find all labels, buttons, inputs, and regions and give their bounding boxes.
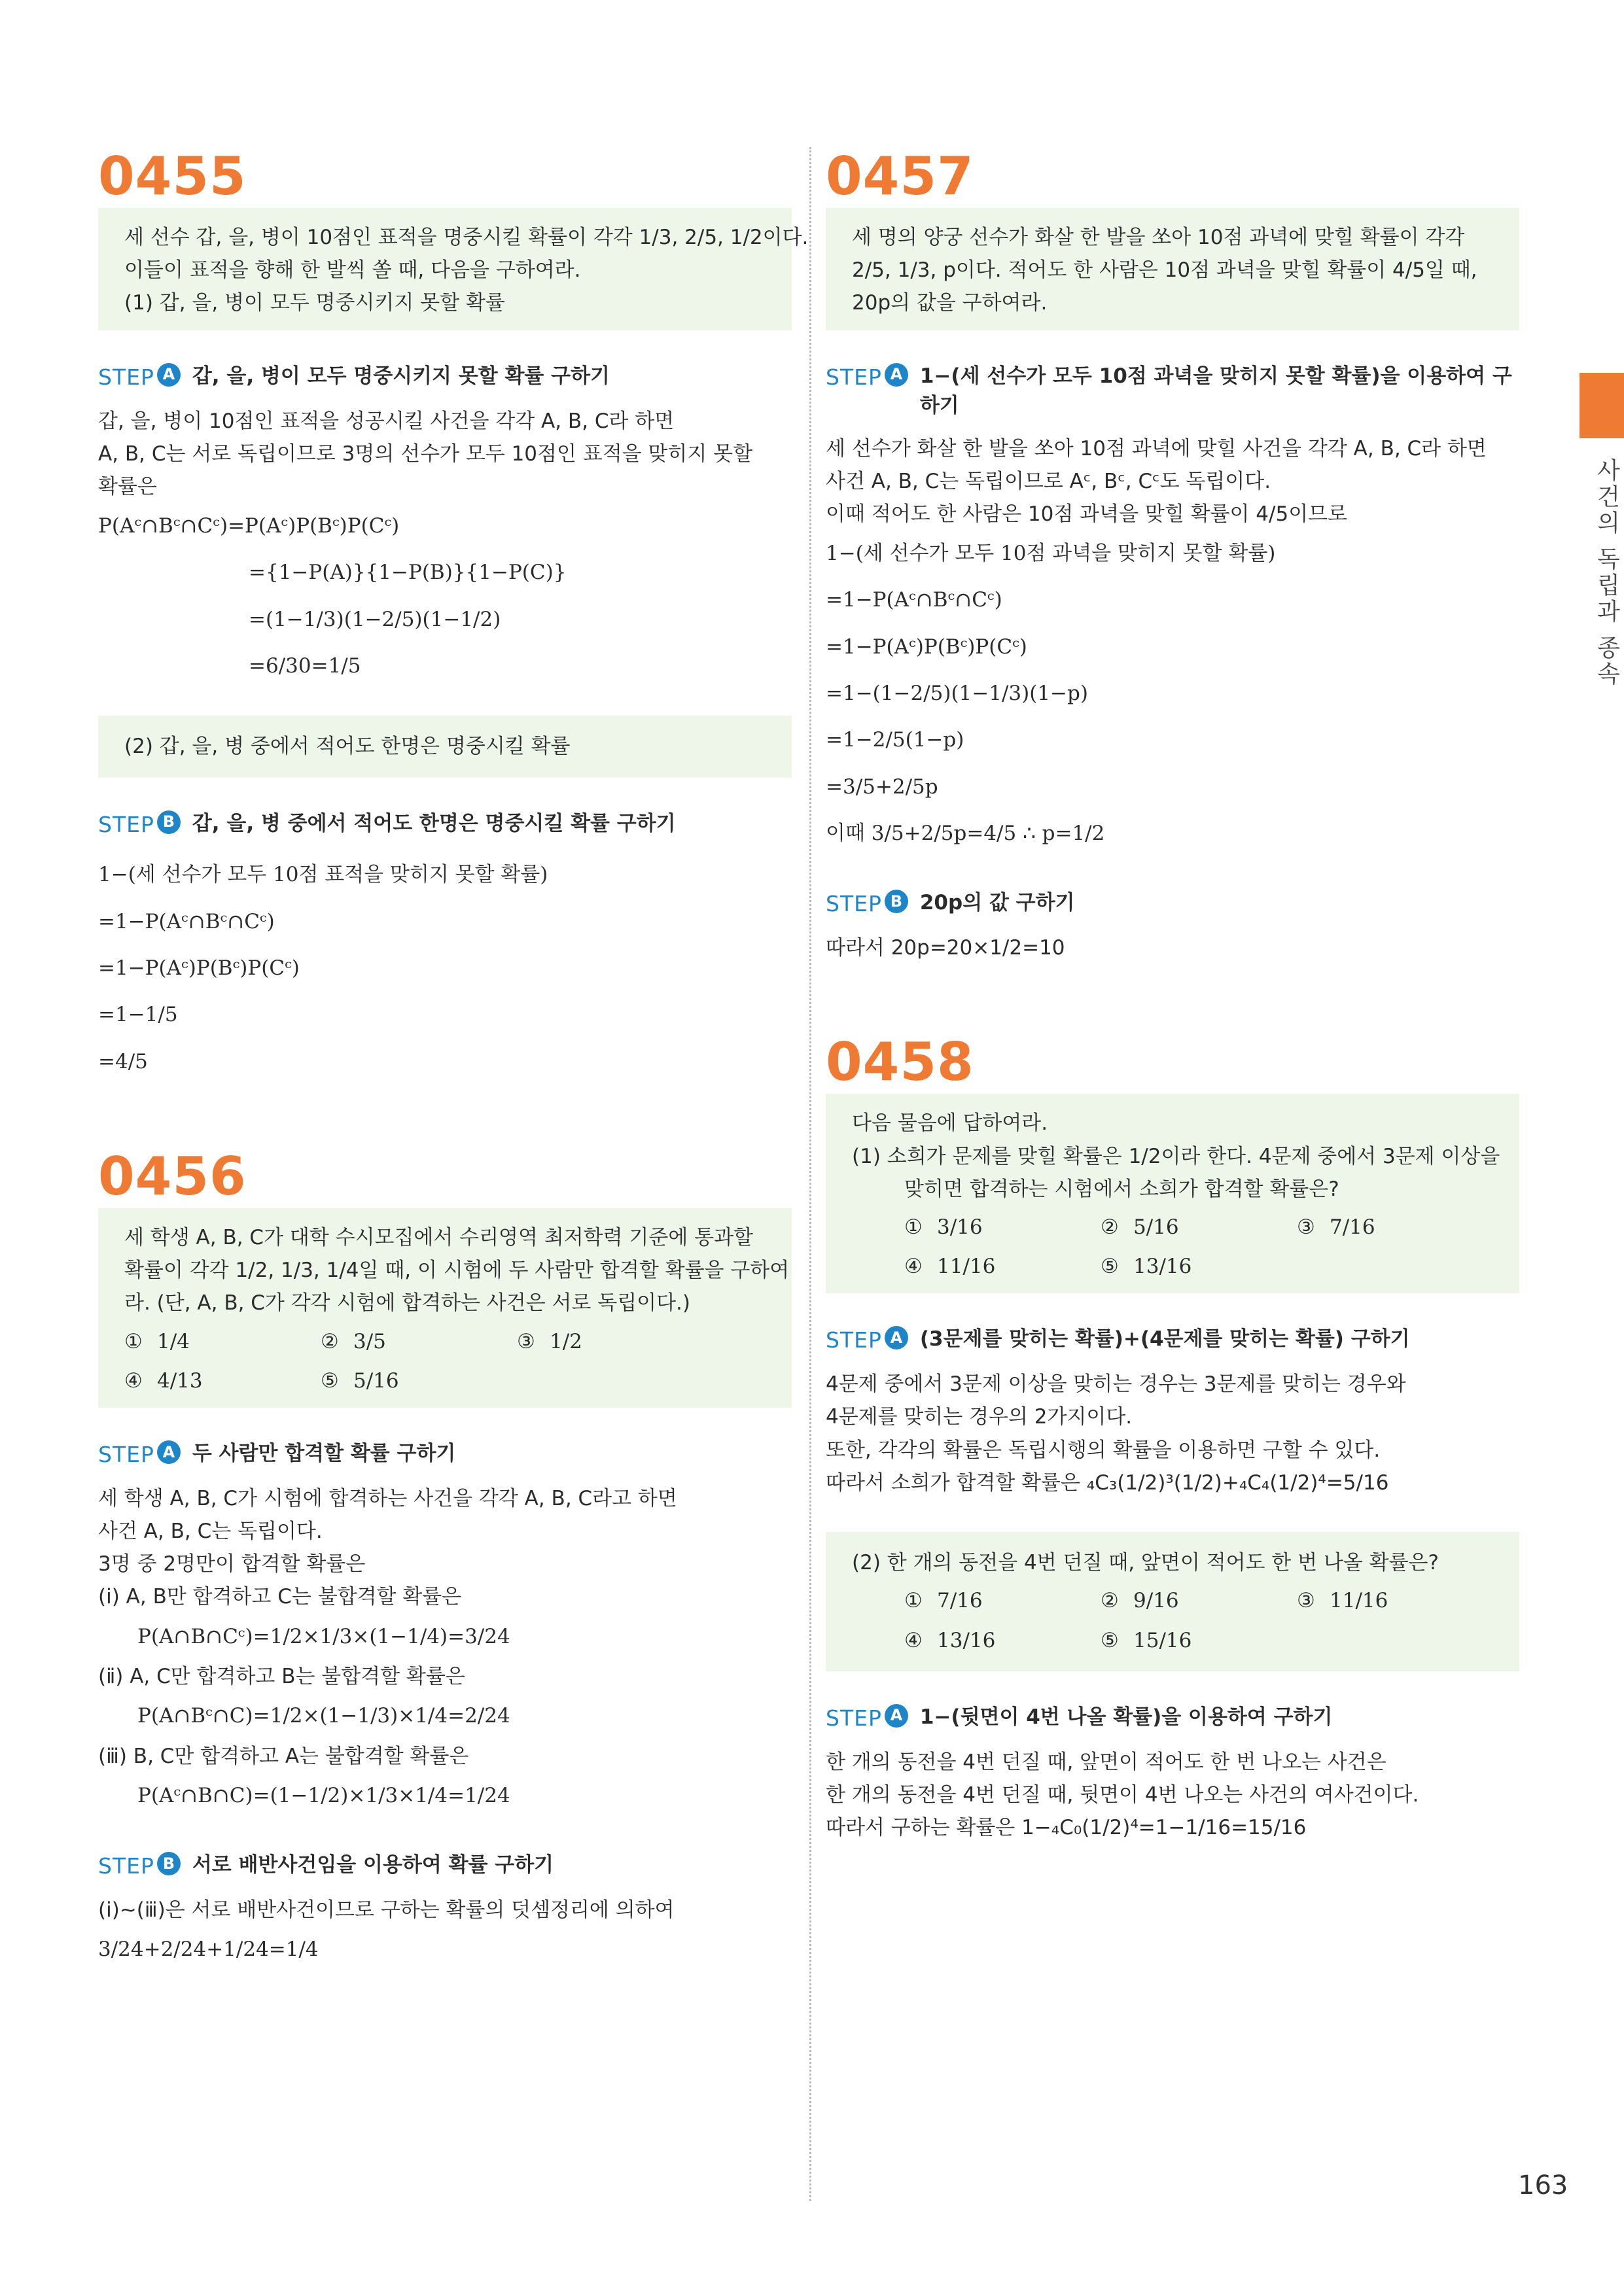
problem-number: 0457 <box>826 146 974 207</box>
step-badge: A <box>157 363 181 387</box>
step-badge: A <box>885 1704 908 1728</box>
answer-option: ⑤ 5/16 <box>321 1368 399 1393</box>
subquestion <box>98 716 792 777</box>
answer-option: ② 9/16 <box>1101 1589 1179 1613</box>
statement-line: 세 학생 A, B, C가 대학 수시모집에서 수리영역 최저학력 기준에 통과할 <box>124 1225 753 1249</box>
math-line: =1−2/5(1−p) <box>826 728 964 752</box>
column-divider <box>809 147 811 2201</box>
math-line: =1−1/5 <box>98 1003 178 1027</box>
problem-statement <box>98 208 809 330</box>
math-line: ={1−P(A)}{1−P(B)}{1−P(C)} <box>249 561 567 585</box>
step-header <box>826 362 1519 421</box>
statement-line: (1) 갑, 을, 병이 모두 명중시키지 못할 확률 <box>124 291 505 315</box>
math-line: =6/30=1/5 <box>249 654 361 678</box>
statement-line: 20p의 값을 구하여라. <box>852 291 1048 315</box>
problem-number: 0455 <box>98 146 247 207</box>
math-line: 이때 3/5+2/5p=4/5 ∴ p=1/2 <box>826 821 1105 845</box>
answer-option: ① 7/16 <box>904 1589 983 1613</box>
solution-line: 세 학생 A, B, C가 시험에 합격하는 사건을 각각 A, B, C라고 하면 <box>98 1486 677 1510</box>
step-label: STEP <box>826 1327 882 1353</box>
math-line: =1−P(Aᶜ)P(Bᶜ)P(Cᶜ) <box>98 956 300 980</box>
solution-line: 또한, 각각의 확률은 독립시행의 확률을 이용하면 구할 수 있다. <box>826 1438 1381 1462</box>
answer-options <box>852 1584 1502 1656</box>
page-number: 163 <box>1518 2170 1568 2200</box>
solution-text <box>826 432 1519 531</box>
answer-options <box>124 1325 775 1397</box>
problem-0455 <box>98 146 809 1085</box>
solution-line: 갑, 을, 병이 10점인 표적을 성공시킬 사건을 각각 A, B, C라 하면 <box>98 409 675 433</box>
math-line: 3/24+2/24+1/24=1/4 <box>98 1938 319 1962</box>
answer-option: ② 5/16 <box>1101 1215 1179 1239</box>
answer-option: ② 3/5 <box>321 1329 386 1353</box>
step-header <box>98 1439 792 1470</box>
answer-option: ③ 7/16 <box>1297 1215 1375 1239</box>
chapter-side-label: 사건의 독립과 종속 <box>1593 458 1620 687</box>
solution-line: 사건 A, B, C는 독립이다. <box>98 1520 323 1544</box>
solution-line: 한 개의 동전을 4번 던질 때, 뒷면이 4번 나오는 사건의 여사건이다. <box>826 1783 1419 1807</box>
answer-option: ① 3/16 <box>904 1215 983 1239</box>
answer-option: ① 1/4 <box>124 1329 190 1353</box>
math-line: =1−(1−2/5)(1−1/3)(1−p) <box>826 682 1088 706</box>
step-header <box>98 809 792 841</box>
problem-statement <box>826 1094 1519 1293</box>
step-label: STEP <box>98 1441 154 1467</box>
statement-line: 확률이 각각 1/2, 1/3, 1/4일 때, 이 시험에 두 사람만 합격할 확률을 구하여 <box>124 1259 790 1283</box>
solution-line: 따라서 소희가 합격할 확률은 ₄C₃(1/2)³(1/2)+₄C₄(1/2)⁴=5/16 <box>826 1470 1389 1495</box>
step-badge: A <box>885 363 908 387</box>
statement-line: (2) 한 개의 동전을 4번 던질 때, 앞면이 적어도 한 번 나올 확률은? <box>852 1551 1439 1575</box>
step-header <box>98 1851 792 1882</box>
chapter-tab <box>1580 373 1624 438</box>
solution-line: 따라서 20p=20×1/2=10 <box>826 936 1065 960</box>
step-title: 갑, 을, 병이 모두 명중시키지 못할 확률 구하기 <box>192 364 610 388</box>
step-title: 서로 배반사건임을 이용하여 확률 구하기 <box>192 1853 554 1877</box>
step-badge: A <box>157 1440 181 1464</box>
step-header <box>98 362 792 393</box>
solution-line: (ⅰ)~(ⅲ)은 서로 배반사건이므로 구하는 확률의 덧셈정리에 의하여 <box>98 1898 675 1922</box>
statement-line: 세 선수 갑, 을, 병이 10점인 표적을 명중시킬 확률이 각각 1/3, 2/5, 1/2이다. <box>124 226 809 249</box>
step-label: STEP <box>826 1705 882 1731</box>
problem-statement <box>826 208 1519 330</box>
answer-option: ③ 1/2 <box>517 1329 582 1353</box>
math-line: P(Aᶜ∩B∩C)=(1−1/2)×1/3×1/4=1/24 <box>137 1783 510 1807</box>
solution-line: 세 선수가 화살 한 발을 쏘아 10점 과녁에 맞힐 사건을 각각 A, B, C라 하면 <box>826 436 1487 461</box>
problem-number: 0458 <box>826 1032 974 1093</box>
solution-line: 따라서 구하는 확률은 1−₄C₀(1/2)⁴=1−1/16=15/16 <box>826 1816 1307 1840</box>
step-badge: B <box>157 810 181 834</box>
solution-line: (ⅱ) A, C만 합격하고 B는 불합격할 확률은 <box>98 1665 465 1688</box>
solution-line: (ⅰ) A, B만 합격하고 C는 불합격할 확률은 <box>98 1585 462 1609</box>
statement-line: 세 명의 양궁 선수가 화살 한 발을 쏘아 10점 과녁에 맞힐 확률이 각각 <box>852 226 1465 249</box>
solution-line: 4문제 중에서 3문제 이상을 맞히는 경우는 3문제를 맞히는 경우와 <box>826 1372 1406 1397</box>
problem-statement <box>98 1208 792 1408</box>
solution-line: 확률은 <box>98 474 157 498</box>
math-line: P(A∩B∩Cᶜ)=1/2×1/3×(1−1/4)=3/24 <box>137 1624 510 1648</box>
statement-line: 라. (단, A, B, C가 각각 시험에 합격하는 사건은 서로 독립이다.) <box>124 1291 690 1315</box>
step-title: (3문제를 맞히는 확률)+(4문제를 맞히는 확률) 구하기 <box>919 1327 1410 1351</box>
step-title: 갑, 을, 병 중에서 적어도 한명은 명중시킬 확률 구하기 <box>192 811 676 835</box>
statement-line: (2) 갑, 을, 병 중에서 적어도 한명은 명중시킬 확률 <box>124 735 571 759</box>
answer-option: ④ 4/13 <box>124 1368 203 1393</box>
solution-line: 4문제를 맞히는 경우의 2가지이다. <box>826 1405 1133 1429</box>
problem-0457 <box>826 146 1519 964</box>
solution-line: (ⅲ) B, C만 합격하고 A는 불합격할 확률은 <box>98 1744 469 1768</box>
step-title: 20p의 값 구하기 <box>919 891 1075 915</box>
step-label: STEP <box>98 1853 154 1879</box>
solution-line: 사건 A, B, C는 독립이므로 Aᶜ, Bᶜ, Cᶜ도 독립이다. <box>826 469 1271 493</box>
math-line: =3/5+2/5p <box>826 774 938 799</box>
answer-option: ⑤ 13/16 <box>1101 1255 1192 1279</box>
answer-option: ④ 13/16 <box>904 1628 996 1652</box>
solution-text <box>98 1482 792 1614</box>
problem-number: 0456 <box>98 1145 247 1207</box>
step-header <box>826 888 1519 920</box>
math-line: 1−(세 선수가 모두 10점 표적을 맞히지 못할 확률) <box>98 863 548 887</box>
math-line: =4/5 <box>98 1049 148 1073</box>
subquestion <box>826 1532 1519 1671</box>
step-label: STEP <box>826 364 882 390</box>
math-line: =(1−1/3)(1−2/5)(1−1/2) <box>249 607 501 631</box>
solution-line: 한 개의 동전을 4번 던질 때, 앞면이 적어도 한 번 나오는 사건은 <box>826 1750 1386 1774</box>
math-line: =1−P(Aᶜ)P(Bᶜ)P(Cᶜ) <box>826 635 1027 659</box>
math-line: =1−P(Aᶜ∩Bᶜ∩Cᶜ) <box>826 588 1002 612</box>
statement-line: (1) 소희가 문제를 맞힐 확률은 1/2이라 한다. 4문제 중에서 3문제 이상을 <box>852 1144 1500 1168</box>
step-header <box>826 1325 1519 1356</box>
solution-text <box>826 1368 1519 1499</box>
problem-0456 <box>98 1145 792 1974</box>
solution-line: 이때 적어도 한 사람은 10점 과녁을 맞힐 확률이 4/5이므로 <box>826 502 1348 526</box>
math-line: 1−(세 선수가 모두 10점 과녁을 맞히지 못할 확률) <box>826 542 1276 566</box>
step-title: 두 사람만 합격할 확률 구하기 <box>192 1441 456 1465</box>
step-badge: B <box>885 890 908 913</box>
answer-option: ④ 11/16 <box>904 1255 996 1279</box>
statement-line: 이들이 표적을 향해 한 발씩 쏠 때, 다음을 구하여라. <box>124 258 581 283</box>
step-title: 1−(뒷면이 4번 나올 확률)을 이용하여 구하기 <box>919 1705 1333 1729</box>
solution-text <box>98 405 792 504</box>
answer-option: ⑤ 15/16 <box>1101 1628 1192 1652</box>
math-line: P(Aᶜ∩Bᶜ∩Cᶜ)=P(Aᶜ)P(Bᶜ)P(Cᶜ) <box>98 514 400 538</box>
step-label: STEP <box>98 364 154 390</box>
answer-options <box>852 1211 1502 1283</box>
answer-option: ③ 11/16 <box>1297 1589 1388 1613</box>
step-badge: A <box>885 1326 908 1349</box>
math-line: =1−P(Aᶜ∩Bᶜ∩Cᶜ) <box>98 909 275 933</box>
solution-line: A, B, C는 서로 독립이므로 3명의 선수가 모두 10점인 표적을 맞히지 못할 <box>98 442 753 466</box>
problem-0458 <box>826 1032 1519 1844</box>
statement-line: 2/5, 1/3, p이다. 적어도 한 사람은 10점 과녁을 맞힐 확률이 4/5일 때, <box>852 258 1477 283</box>
step-badge: B <box>157 1852 181 1875</box>
left-column <box>98 146 809 1973</box>
math-line: P(A∩Bᶜ∩C)=1/2×(1−1/3)×1/4=2/24 <box>137 1704 510 1728</box>
step-header <box>826 1703 1519 1734</box>
statement-line: 맞히면 합격하는 시험에서 소희가 합격할 확률은? <box>904 1177 1339 1201</box>
solution-text <box>826 1746 1519 1845</box>
step-title: 1−(세 선수가 모두 10점 과녁을 맞히지 못할 확률)을 이용하여 구하기 <box>919 364 1512 417</box>
solution-line: 3명 중 2명만이 합격할 확률은 <box>98 1552 366 1576</box>
right-column <box>826 146 1519 1844</box>
step-label: STEP <box>826 891 882 917</box>
step-label: STEP <box>98 811 154 837</box>
statement-line: 다음 물음에 답하여라. <box>852 1111 1048 1136</box>
